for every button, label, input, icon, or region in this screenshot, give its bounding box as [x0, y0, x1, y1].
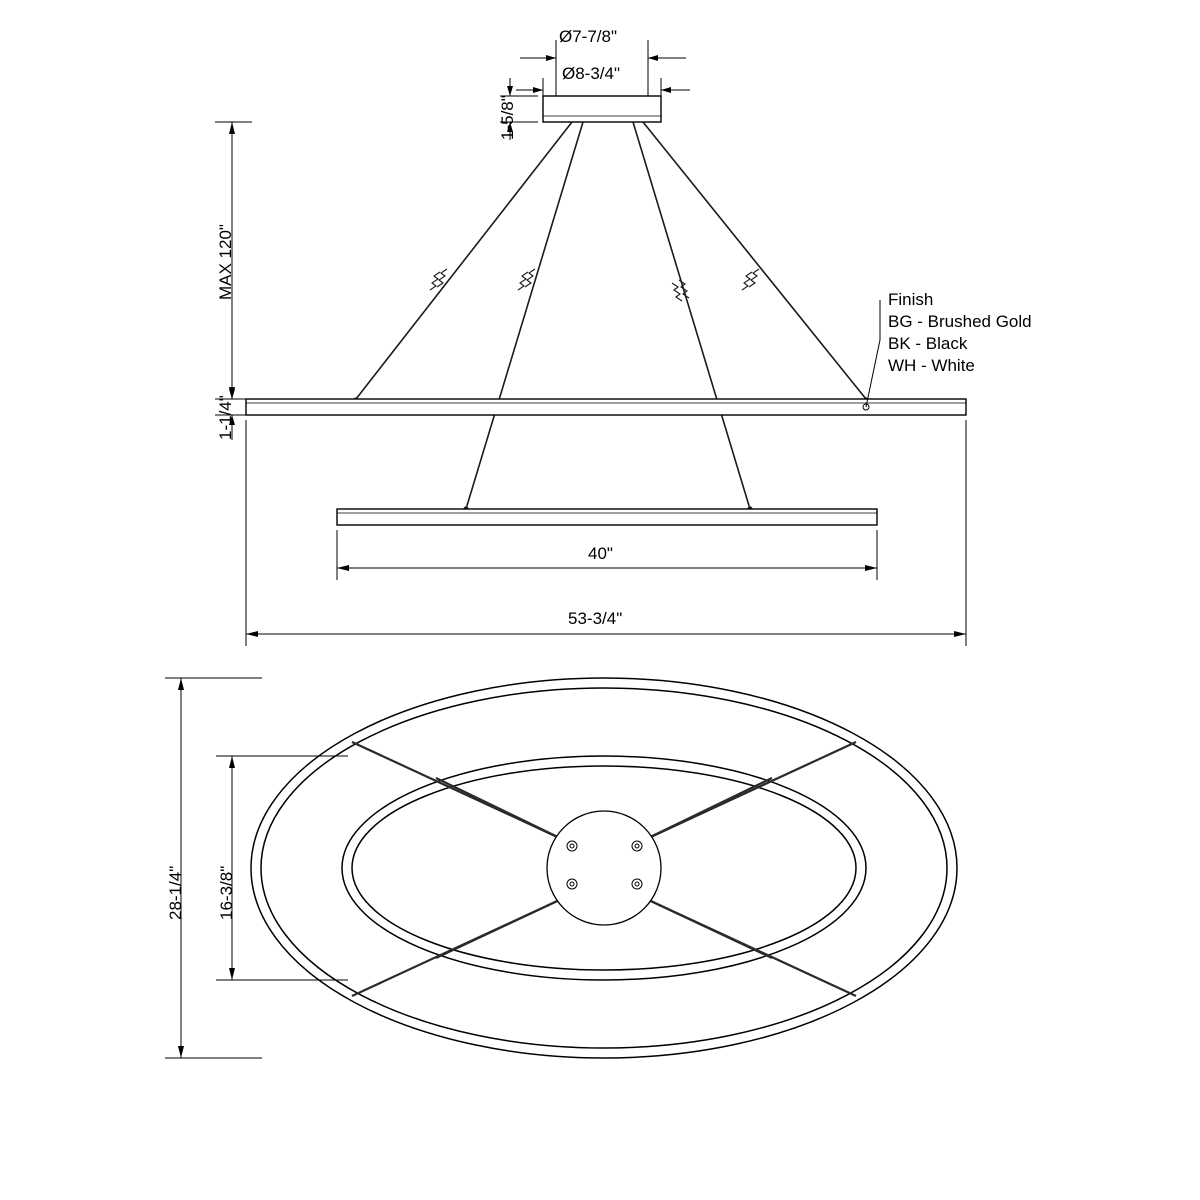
finish-callout: [888, 289, 1032, 377]
suspension-cables: [356, 122, 866, 509]
canopy: [543, 96, 661, 122]
finish-leader-line: [866, 300, 880, 407]
label-canopy-outer-diameter: Ø8-3/4": [562, 64, 621, 83]
label-max-drop: MAX 120": [216, 224, 235, 300]
label-canopy-inner-diameter: Ø7-7/8": [559, 27, 618, 46]
canopy-plan: [547, 811, 661, 925]
cable-adjusters: [430, 269, 759, 301]
label-ring-thickness: 1-1/4": [216, 395, 235, 440]
finish-option-bk: BK - Black: [888, 334, 968, 353]
label-inner-ring-width: 40": [588, 544, 613, 563]
outer-ring-elevation: [246, 399, 966, 415]
label-outer-ring-depth: 28-1/4": [166, 865, 185, 920]
inner-ring-elevation: [337, 509, 877, 525]
label-outer-ring-width: 53-3/4": [568, 609, 623, 628]
finish-heading: Finish: [888, 290, 934, 309]
finish-option-wh: WH - White: [888, 356, 975, 375]
label-inner-ring-depth: 16-3/8": [217, 865, 236, 920]
label-canopy-height: 1-5/8": [498, 95, 517, 140]
finish-option-bg: BG - Brushed Gold: [888, 312, 1032, 331]
